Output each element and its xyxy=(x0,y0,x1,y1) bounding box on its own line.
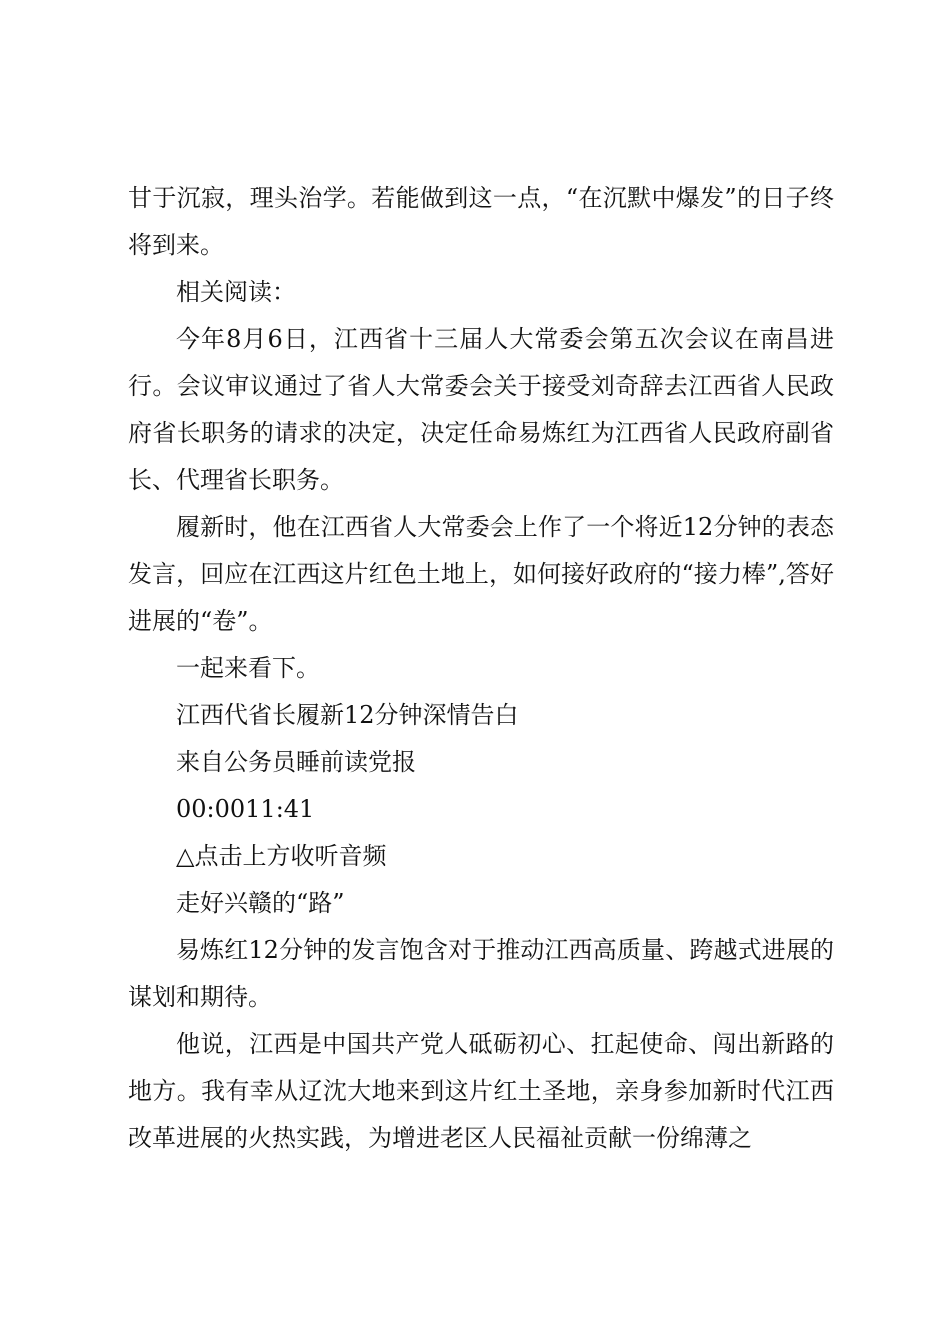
document-body xyxy=(128,175,834,1162)
paragraph-lets-see: 一起来看下。 xyxy=(176,654,320,682)
audio-title: 江西代省长履新12分钟深情告白 xyxy=(176,701,519,729)
paragraph-continuation: 甘于沉寂，理头治学。若能做到这一点，“在沉默中爆发”的日子终将到来。 xyxy=(128,184,834,259)
paragraph-speech: 履新时，他在江西省人大常委会上作了一个将近12分钟的表态发言，回应在江西这片红色土地上，如何接好政府的“接力棒”,答好进展的“卷”。 xyxy=(128,513,834,635)
audio-source: 来自公务员睡前读党报 xyxy=(176,748,416,776)
audio-hint: △点击上方收听音频 xyxy=(176,842,387,870)
audio-duration: 00:0011:41 xyxy=(176,795,315,823)
paragraph-meeting: 今年8月6日，江西省十三届人大常委会第五次会议在南昌进行。会议审议通过了省人大常委会关于接受刘奇辞去江西省人民政府省长职务的请求的决定，决定任命易炼红为江西省人民政府副省长、代理省长职务。 xyxy=(128,325,834,494)
paragraph-jiangxi: 他说，江西是中国共产党人砥砺初心、扛起使命、闯出新路的地方。我有幸从辽沈大地来到这片红土圣地，亲身参加新时代江西改革进展的火热实践，为增进老区人民福祉贡献一份绵薄之 xyxy=(128,1030,834,1152)
section-heading: 走好兴赣的“路” xyxy=(176,889,345,917)
paragraph-speech-summary: 易炼红12分钟的发言饱含对于推动江西高质量、跨越式进展的谋划和期待。 xyxy=(128,936,834,1011)
paragraph-related-reading: 相关阅读： xyxy=(176,278,296,306)
